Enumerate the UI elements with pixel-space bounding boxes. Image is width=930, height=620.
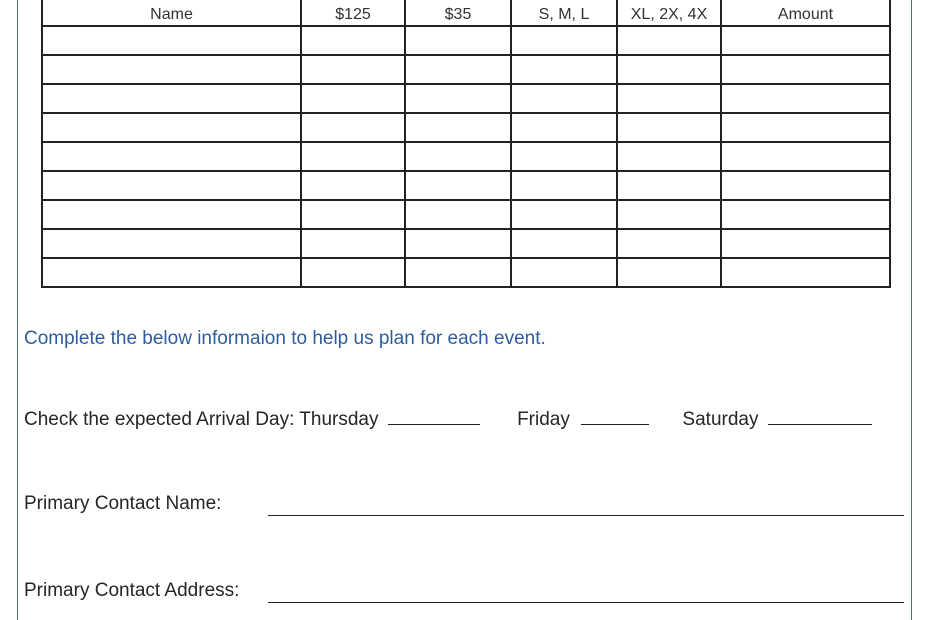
- contact-name-blank[interactable]: [268, 515, 904, 516]
- table-cell[interactable]: [721, 113, 890, 142]
- table-cell[interactable]: [42, 113, 301, 142]
- table-cell[interactable]: [617, 171, 721, 200]
- table-row: [42, 258, 890, 287]
- table-cell[interactable]: [405, 142, 511, 171]
- table-cell[interactable]: [301, 55, 405, 84]
- table-cell[interactable]: [42, 171, 301, 200]
- table-cell[interactable]: [405, 113, 511, 142]
- table-cell[interactable]: [42, 26, 301, 55]
- arrival-day-row: [24, 406, 872, 431]
- table-cell[interactable]: [511, 113, 617, 142]
- table-cell[interactable]: [511, 200, 617, 229]
- contact-address-blank[interactable]: [268, 602, 904, 603]
- table-cell[interactable]: [511, 142, 617, 171]
- registration-table: [41, 0, 891, 288]
- table-cell[interactable]: [511, 229, 617, 258]
- table-cell[interactable]: [405, 84, 511, 113]
- table-cell[interactable]: [721, 171, 890, 200]
- table-cell[interactable]: [405, 26, 511, 55]
- table-row: [42, 142, 890, 171]
- form-frame-right-border: [911, 0, 912, 620]
- table-row: [42, 26, 890, 55]
- table-cell[interactable]: [617, 229, 721, 258]
- table-cell[interactable]: [511, 84, 617, 113]
- table-row: [42, 55, 890, 84]
- saturday-blank[interactable]: [768, 406, 872, 425]
- table-cell[interactable]: [721, 142, 890, 171]
- table-cell[interactable]: [301, 200, 405, 229]
- contact-name-label: Primary Contact Name:: [24, 493, 222, 514]
- table-cell[interactable]: [511, 55, 617, 84]
- table-row: [42, 84, 890, 113]
- table-cell[interactable]: [617, 84, 721, 113]
- table-row: [42, 113, 890, 142]
- table-cell[interactable]: [301, 142, 405, 171]
- table-body: [42, 26, 890, 287]
- form-frame-left-border: [17, 0, 18, 620]
- table-row: [42, 229, 890, 258]
- header-price-125: $125: [301, 0, 405, 26]
- friday-blank[interactable]: [581, 406, 649, 425]
- table-cell[interactable]: [617, 26, 721, 55]
- table-cell[interactable]: [721, 200, 890, 229]
- table-cell[interactable]: [42, 84, 301, 113]
- table-cell[interactable]: [301, 26, 405, 55]
- table-cell[interactable]: [301, 229, 405, 258]
- table-cell[interactable]: [617, 258, 721, 287]
- table-cell[interactable]: [617, 142, 721, 171]
- table-cell[interactable]: [721, 26, 890, 55]
- friday-label: Friday: [517, 409, 570, 430]
- table-cell[interactable]: [511, 171, 617, 200]
- table-cell[interactable]: [301, 84, 405, 113]
- table-cell[interactable]: [42, 200, 301, 229]
- table-cell[interactable]: [617, 200, 721, 229]
- header-size-large: XL, 2X, 4X: [617, 0, 721, 26]
- table-cell[interactable]: [511, 26, 617, 55]
- table-cell[interactable]: [42, 258, 301, 287]
- plan-instruction-note: Complete the below informaion to help us plan for each event.: [24, 328, 546, 349]
- contact-address-label: Primary Contact Address:: [24, 580, 240, 601]
- header-price-35: $35: [405, 0, 511, 26]
- table-cell[interactable]: [721, 258, 890, 287]
- table-cell[interactable]: [511, 258, 617, 287]
- table-cell[interactable]: [405, 229, 511, 258]
- header-amount: Amount: [721, 0, 890, 26]
- table-cell[interactable]: [42, 55, 301, 84]
- table-cell[interactable]: [42, 142, 301, 171]
- table-cell[interactable]: [301, 171, 405, 200]
- table-cell[interactable]: [405, 258, 511, 287]
- table-row: [42, 171, 890, 200]
- table-cell[interactable]: [42, 229, 301, 258]
- table-cell[interactable]: [617, 113, 721, 142]
- table-cell[interactable]: [721, 84, 890, 113]
- table-cell[interactable]: [617, 55, 721, 84]
- table-cell[interactable]: [301, 113, 405, 142]
- header-name: Name: [42, 0, 301, 26]
- header-size-small: S, M, L: [511, 0, 617, 26]
- table-cell[interactable]: [405, 171, 511, 200]
- saturday-label: Saturday: [682, 409, 759, 430]
- arrival-label: Check the expected Arrival Day: Thursday: [24, 409, 379, 430]
- thursday-blank[interactable]: [388, 406, 480, 425]
- table-cell[interactable]: [405, 200, 511, 229]
- table-header-row: [42, 0, 890, 26]
- table-cell[interactable]: [721, 229, 890, 258]
- table-cell[interactable]: [301, 258, 405, 287]
- table-cell[interactable]: [405, 55, 511, 84]
- table-row: [42, 200, 890, 229]
- table-cell[interactable]: [721, 55, 890, 84]
